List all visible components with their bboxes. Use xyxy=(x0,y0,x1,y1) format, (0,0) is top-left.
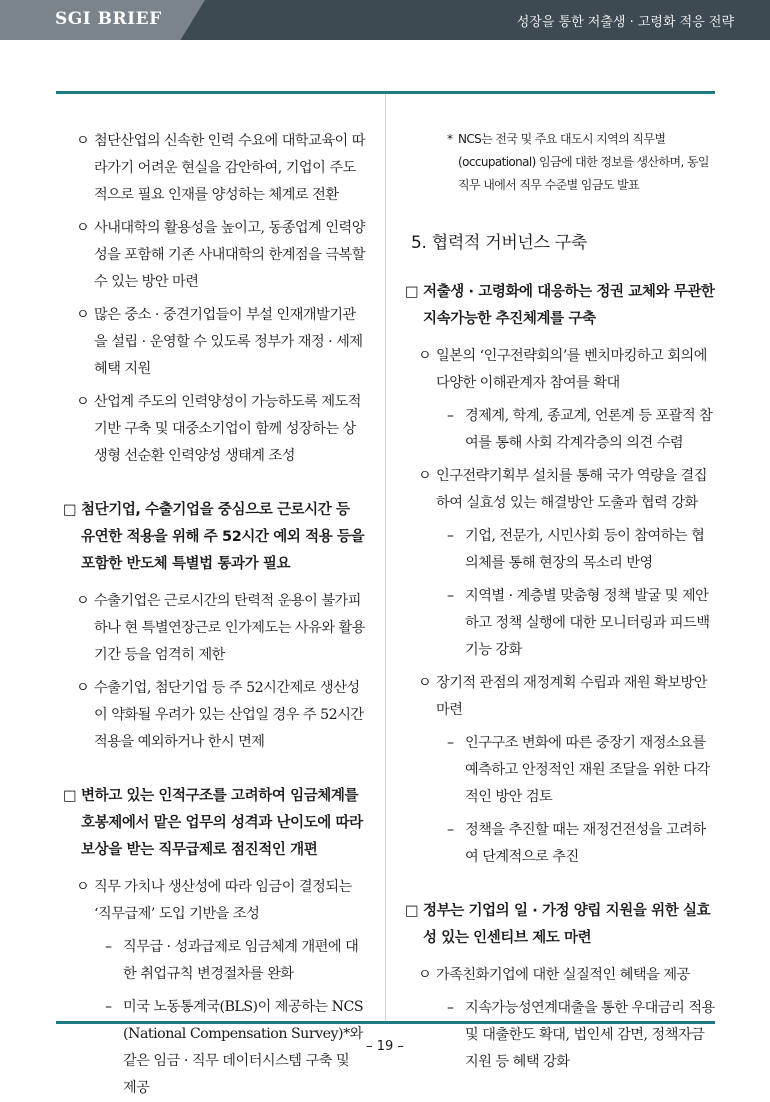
square-marker: □ xyxy=(63,502,77,518)
circle-marker: ㅇ xyxy=(76,680,90,696)
column-divider xyxy=(385,94,386,1021)
circle-marker: ㅇ xyxy=(76,220,90,236)
square-marker: □ xyxy=(63,788,77,804)
section-title: □ 첨단기업, 수출기업을 중심으로 근로시간 등 유연한 적용을 위해 주 52시간 예외 적용 등을 포함한 반도체 특별법 통과가 필요 xyxy=(63,497,366,578)
list-item: ㅇ 사내대학의 활용성을 높이고, 동종업계 인력양성을 포함해 기존 사내대학의 한계점을 극복할 수 있는 방안 마련 xyxy=(76,215,366,296)
sub-item: – 직무급 · 성과급제로 임금체계 개편에 대한 취업규칙 변경절차를 완화 xyxy=(105,934,366,988)
circle-marker: ㅇ xyxy=(418,675,432,691)
list-item: ㅇ 많은 중소 · 중견기업들이 부설 인재개발기관을 설립 · 운영할 수 있도록 정부가 재정 · 세제혜택 지원 xyxy=(76,302,366,383)
brand-logo: SGI BRIEF xyxy=(55,9,162,29)
circle-marker: ㅇ xyxy=(418,468,432,484)
circle-marker: ㅇ xyxy=(418,967,432,983)
dash-marker: – xyxy=(447,408,454,424)
sub-item: – 미국 노동통계국(BLS)이 제공하는 NCS (National Compensation Survey)*와 같은 임금 · 직무 데이터시스템 구축 및 제공 xyxy=(105,994,366,1102)
list-item: ㅇ 첨단산업의 신속한 인력 수요에 대학교육이 따라가기 어려운 현실을 감안하여, 기업이 주도적으로 필요 인재를 양성하는 체계로 전환 xyxy=(76,128,366,209)
list-item: ㅇ 일본의 ‘인구전략회의’를 벤치마킹하고 회의에 다양한 이해관계자 참여를 확대 xyxy=(418,343,717,397)
left-column xyxy=(63,128,366,1102)
circle-marker: ㅇ xyxy=(76,307,90,323)
list-item: ㅇ 직무 가치나 생산성에 따라 임금이 결정되는 ‘직무급제’ 도입 기반을 조성 xyxy=(76,874,366,928)
list-item: ㅇ 산업계 주도의 인력양성이 가능하도록 제도적 기반 구축 및 대중소기업이 함께 성장하는 상생형 선순환 인력양성 생태계 조성 xyxy=(76,389,366,470)
circle-marker: ㅇ xyxy=(76,593,90,609)
sub-item: – 인구구조 변화에 따른 중장기 재정소요를 예측하고 안정적인 재원 조달을 위한 다각적인 방안 검토 xyxy=(447,730,717,811)
dash-marker: – xyxy=(447,735,454,751)
circle-marker: ㅇ xyxy=(76,394,90,410)
dash-marker: – xyxy=(447,1000,454,1016)
dash-marker: – xyxy=(447,528,454,544)
sub-item: – 지역별 · 계층별 맞춤형 정책 발굴 및 제안하고 정책 실행에 대한 모니터링과 피드백 기능 강화 xyxy=(447,583,717,664)
list-item: ㅇ 인구전략기획부 설치를 통해 국가 역량을 결집하여 실효성 있는 해결방안 도출과 협력 강화 xyxy=(418,463,717,517)
section-title: □ 저출생 · 고령화에 대응하는 정권 교체와 무관한 지속가능한 추진체계를 구축 xyxy=(405,279,717,333)
list-item: ㅇ 수출기업은 근로시간의 탄력적 운용이 불가피하나 현 특별연장근로 인가제도는 사유와 활용기간 등을 엄격히 제한 xyxy=(76,588,366,669)
section-title: □ 정부는 기업의 일 · 가정 양립 지원을 위한 실효성 있는 인센티브 제도 마련 xyxy=(405,898,717,952)
page-number: – 19 – xyxy=(366,1039,404,1054)
right-column xyxy=(405,128,717,1076)
sub-item: – 지속가능성연계대출을 통한 우대금리 적용 및 대출한도 확대, 법인세 감면, 정책자금 지원 등 혜택 강화 xyxy=(447,995,717,1076)
bottom-rule xyxy=(56,1021,715,1024)
section-title: □ 변하고 있는 인적구조를 고려하여 임금체계를 호봉제에서 맡은 업무의 성격과 난이도에 따라 보상을 받는 직무급제로 점진적인 개편 xyxy=(63,783,366,864)
header-title: 성장을 통한 저출생 · 고령화 적응 전략 xyxy=(516,15,734,30)
footnote: * NCS는 전국 및 주요 대도시 지역의 직무별 (occupational) 임금에 대한 정보를 생산하며, 동일 직무 내에서 직무 수준별 임금도 발표 xyxy=(447,128,717,197)
section-heading: 5. 협력적 거버넌스 구축 xyxy=(411,233,588,253)
sub-item: – 경제계, 학계, 종교계, 언론계 등 포괄적 참여를 통해 사회 각계각층의 의견 수렴 xyxy=(447,403,717,457)
circle-marker: ㅇ xyxy=(76,879,90,895)
square-marker: □ xyxy=(405,903,419,919)
square-marker: □ xyxy=(405,284,419,300)
asterisk-marker: * xyxy=(447,132,453,146)
list-item: ㅇ 장기적 관점의 재정계획 수립과 재원 확보방안 마련 xyxy=(418,670,717,724)
sub-item: – 기업, 전문가, 시민사회 등이 참여하는 협의체를 통해 현장의 목소리 반영 xyxy=(447,523,717,577)
dash-marker: – xyxy=(105,999,112,1015)
list-item: ㅇ 가족친화기업에 대한 실질적인 혜택을 제공 xyxy=(418,962,717,989)
dash-marker: – xyxy=(105,939,112,955)
sub-item: – 정책을 추진할 때는 재정건전성을 고려하여 단계적으로 추진 xyxy=(447,817,717,871)
list-item: ㅇ 수출기업, 첨단기업 등 주 52시간제로 생산성이 약화될 우려가 있는 산업일 경우 주 52시간 적용을 예외하거나 한시 면제 xyxy=(76,675,366,756)
circle-marker: ㅇ xyxy=(418,348,432,364)
dash-marker: – xyxy=(447,588,454,604)
dash-marker: – xyxy=(447,822,454,838)
circle-marker: ㅇ xyxy=(76,133,90,149)
